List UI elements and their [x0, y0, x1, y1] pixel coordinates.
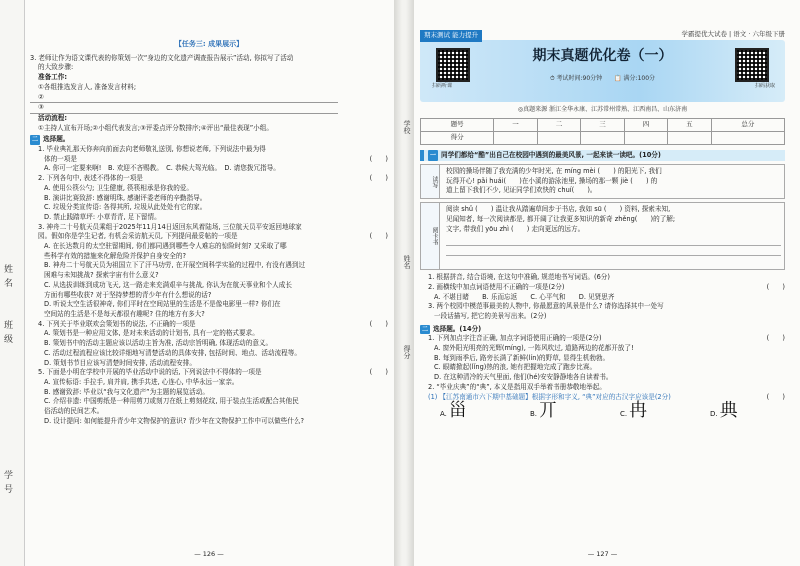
- section-badge: 二: [32, 136, 39, 144]
- passage-b: 阅卡书 阅读 shǔ ( ) 温让我从踏遍草间步于书店, 我如 sū ( ) 资料, 探索未知, 见闻知者, 每一次阅读都是, 都开阔了让我更多知识的新奇 zhěng( )的了解; 文字, 带我们 yōu zhì ( ) 走向更远的远方。: [420, 202, 785, 270]
- book-gutter: [394, 0, 414, 566]
- answer-paren[interactable]: ( ): [766, 334, 785, 343]
- answer-line[interactable]: ③: [30, 103, 338, 114]
- margin-mark: 姓: [4, 265, 14, 275]
- score-cell[interactable]: [668, 132, 711, 145]
- option-c[interactable]: C. 冉: [620, 400, 648, 422]
- page-number: — 127 —: [587, 550, 618, 559]
- question-list: 1. 毕业典礼那天你奔向前面去向老师敬礼送别, 你想说老师, 下列说法中最为得 体的一项是 ( ) A. 你可一定要来啊! B. 欢迎不吝赐教。 C. 恭候大驾光临。 D. 请您拨冗指导。 2. 下列各句中, 表述不得体的一项是 ( ) A. 使用公筷公勺; 卫生健康, 筷筷相承是你我的爱。 B. 演讲比赛致辞: 感谢明珠, 感谢评委老师的辛勤指导。 C. 垃圾分类宣传语: 各得其所, 垃圾从此处处有它的家。 D. 禁止践踏草坪: 小草青青, 足下留情。 3. 神舟二十号航天员乘组于2025年11月14日返回东风着陆场, 三位航天员平安返回地球家 园。假如你是学生记者, 有机会采访航天员, 下列提问最妥帖的一项是 ( ) A. 在长达数月的太空驻留期间, 你们都同遇到哪些令人难忘的惊险时刻? 又采取了哪 些科学有效的措施来化解危险并保护自身安全的? B. 神舟二十号航天员为祖国立下了汗马功劳, 在开展空间科学实验的过程中, 有没有遇到过 困难与未知挑战? 探索宇宙有什么意义? C. 从选拔训练到成功飞天, 这一路走来充满艰辛与挑战, 你认为在航天事业和个人成长 方面有哪些收获? 对于坚持梦想的青少年有什么想说的话? D. 听说太空生活很神奇, 你们平时在空间站里的生活是不是像电影里一样? 你们在 空间站的生活是不是每天都很有趣呢? 住的地方有多大? 4. 下列关于毕业联欢会策划书的说法, 不正确的一项是 ( ) A. 策划书是一种应用文体, 是对未来活动的计划书, 具有一定的格式要求。 B. 策划书中的活动主题应该以活动主旨为准, 活动宗旨明确, 体现活动的意义。 C. 活动过程流程应该比较详细地写清楚活动的具体安排, 包括时间、地点、活动流程等。 D. 策划书节目应该写清楚时间安排, 活动流程安排。 5. 下面是小明在学校中开展的毕业活动中说的话, 下列说法中不得体的一项是 ( ) A. 宣传标语: 手拉手, 肩并肩, 携手共进, 心连心, 中华永远一家亲。 B. 感谢致辞: 毕业以“我与文化遗产”为主题的展览活动。 C. 介绍非遗: 中国剪纸是一种用剪刀或刻刀在纸上剪刻花纹, 用于装点生活或配合其他民 俗活动的民间艺术。 D. 设计提问: 如何能提升青少年文物保护的意识? 青少年在文物保护工作中可以做些什么?: [38, 145, 388, 425]
- answer-paren[interactable]: ( ): [369, 174, 388, 183]
- score-cell[interactable]: [711, 132, 784, 145]
- side-label-score: 得分: [403, 345, 411, 359]
- answer-line[interactable]: ②: [30, 93, 338, 104]
- margin-mark: 班: [4, 321, 14, 331]
- source-areas: ◎真题来源 浙江全华永康、江苏常州常熟、江西南昌、山东济南: [517, 106, 688, 113]
- score-cell[interactable]: [624, 132, 667, 145]
- task-title: 【任务三: 成果展示】: [174, 40, 244, 48]
- answer-paren[interactable]: ( ): [369, 319, 388, 328]
- section-heading: 二 选择题。: [32, 135, 70, 144]
- margin-mark: 号: [4, 485, 14, 495]
- answer-paren[interactable]: ( ): [369, 368, 388, 377]
- passage-a: 读写 校园的操场伴随了我充满的少年时光, 在 míng mèi ( ) 的阳光下, 我们 玩得开心! pǎi huái( )在小溪的游泳池里, 操场的那一颗 jiè ( ) 的 道上留下我们不少, 见证同学们欢快的 chuí( )。: [420, 164, 785, 199]
- exam-title: 期末真题优化卷（一）: [532, 48, 673, 64]
- score-cell[interactable]: [537, 132, 580, 145]
- option-d[interactable]: D. 典: [710, 400, 738, 422]
- section-heading: 一 同学们都给“酷”出自己在校园中遇到的最美风景, 一起来读一读吧。(10分): [420, 150, 785, 161]
- side-label-school: 学校: [403, 120, 411, 134]
- answer-paren[interactable]: ( ): [766, 282, 785, 291]
- margin-mark: 学: [4, 471, 14, 481]
- glyph-options: [420, 400, 785, 438]
- margin-mark: 级: [4, 335, 14, 345]
- score-cell[interactable]: [581, 132, 624, 145]
- section-heading: 二 选择题。(14分): [422, 324, 482, 333]
- side-label-name: 姓名: [403, 255, 411, 269]
- exam-meta: ⏱ 考试时间:90分钟 📋 满分:100分: [549, 75, 656, 82]
- right-page: [420, 30, 785, 560]
- margin-mark: 名: [4, 279, 14, 289]
- answer-paren[interactable]: ( ): [369, 154, 388, 163]
- banner-tag: 期末测试 能力提升: [420, 30, 482, 42]
- writing-lines[interactable]: [446, 236, 781, 256]
- book-title: 学霸提优大试卷 | 语文 · 六年级下册: [681, 30, 785, 38]
- answer-paren[interactable]: ( ): [766, 392, 785, 401]
- question-list: 1. 根据拼音, 结合语境, 在这句中准确, 规范地书写词语。(6分) 2. 画横线中加点词语使用不正确的一项是(2分) ( ) A. 不堪目睹 B. 乐而忘返 C. 心平气和 D. 见贤思齐 3. 两个校园中模范事最美的人物中, 你最愿意的风景是什么? 请你选择其中一处写 一段话描写, 把它的美景写出来。(2分): [428, 273, 785, 320]
- question-3-block: 3. 老师让作为语文课代表的你策划一次“身边的文化遗产调查报告展示”活动, 你拟写了活动 的大致步骤: 准备工作: ①各组推选发言人, 准备发言材料; ② ③ 活动流程: ①主持人宣布开场;②小组代表发言;③评委点评分数排序;④评出“最佳表现”小组。: [30, 54, 388, 134]
- left-page: [30, 40, 388, 560]
- question-list: 1. 下列加点字注音正确, 加点字词语使用正确的一项是(2分) ( ) A. 窗外阳光明亮的光辉(míng), 一阵风吹过, 道路两边的花都开放了! B. 每到雨季后, 路旁长满了新鲜(lín)的野草, 显得生机勃勃。 C. 眼睛掀起(lǐng)热的浪, 她有把握地完成了跑步比赛。 D. 在这种清冷的天气里面, 他们(hé)安安静静地各自读着书。 2. “毕业庆典”的“典”, 本义是指用双手举着书册恭敬地举起。 (1) 【江苏南通市六下期中基础题】根据字形和字义, “典”对应的古汉字应该是(2分) ( ): [428, 334, 785, 401]
- exam-banner: 期末测试 能力提升 学霸提优大试卷 | 语文 · 六年级下册 扫码听课 期末真题优化卷（一） ⏱ 考试时间:90分钟 📋 满分:100分 扫码获取: [420, 40, 785, 102]
- score-cell[interactable]: [494, 132, 537, 145]
- option-b[interactable]: B. 丌: [530, 400, 558, 422]
- answer-paren[interactable]: ( ): [369, 232, 388, 241]
- score-table: 题号 一 二 三 四 五 总分 得分: [420, 118, 785, 145]
- qr-code-icon[interactable]: [735, 48, 769, 82]
- page-number: — 126 —: [194, 550, 224, 559]
- option-a[interactable]: A. 甾: [440, 400, 467, 422]
- left-binding-margin: [0, 0, 25, 566]
